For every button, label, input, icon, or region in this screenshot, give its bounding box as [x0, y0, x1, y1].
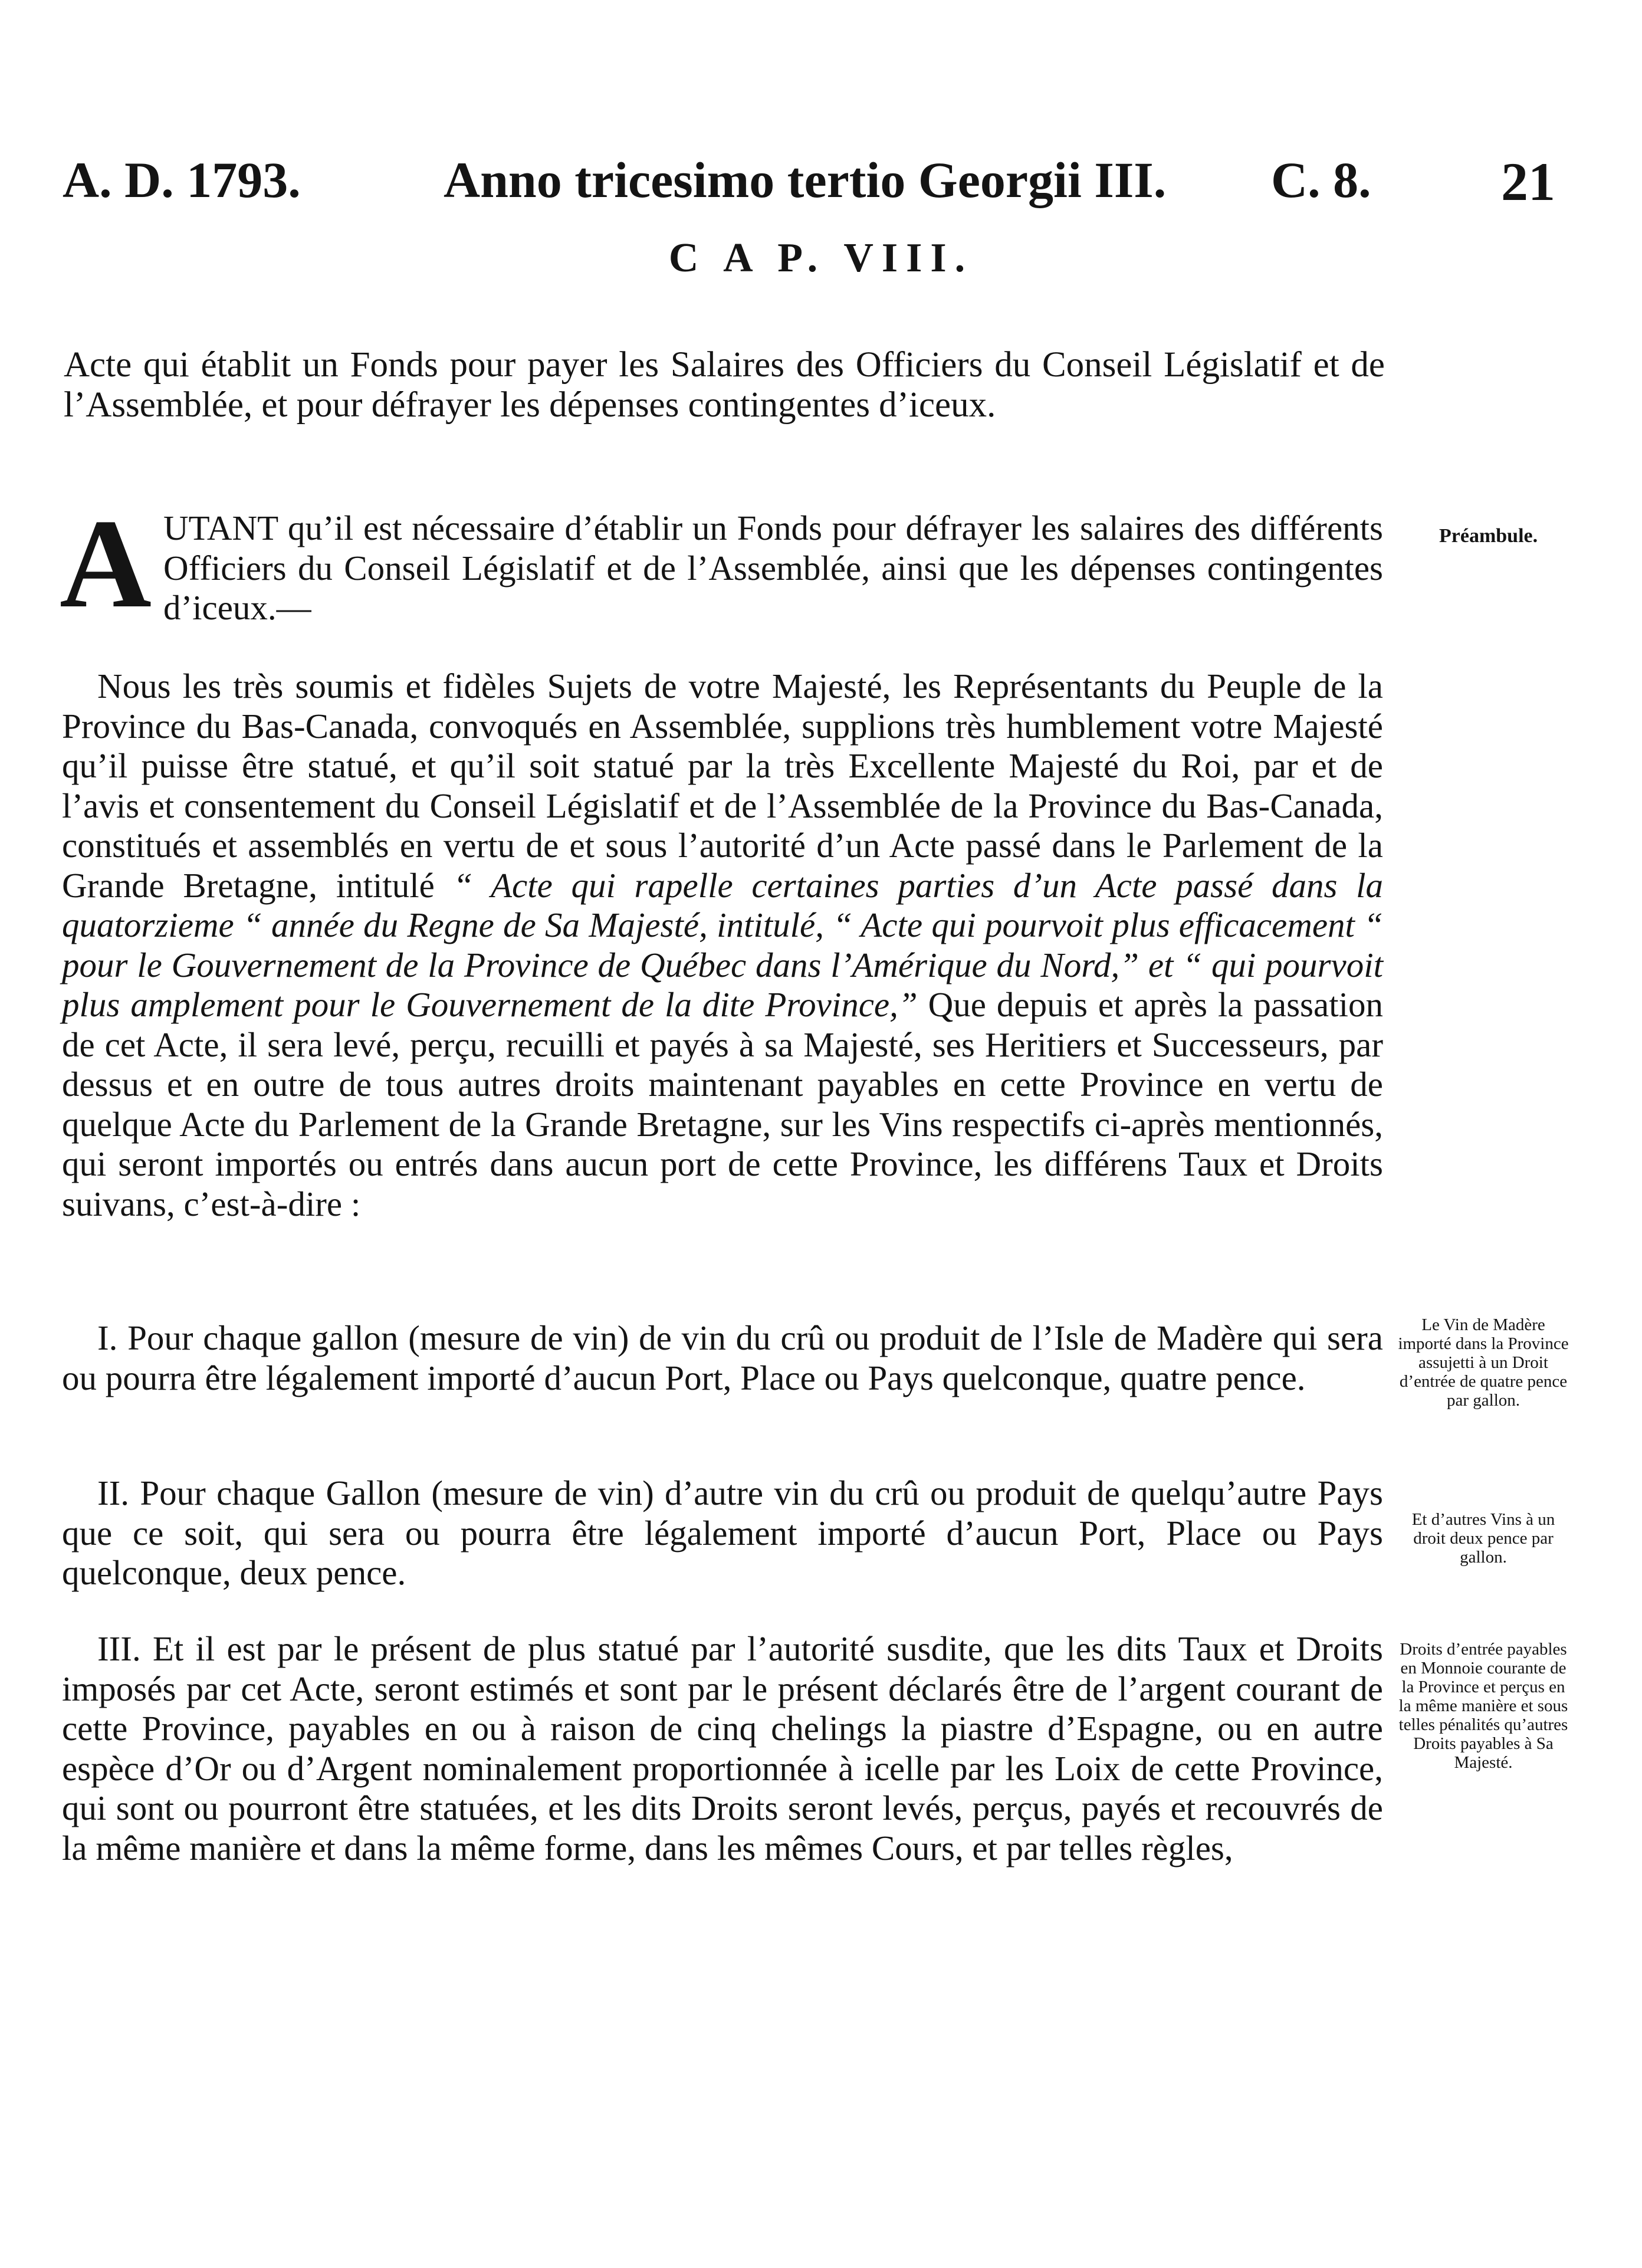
- running-header-title: Anno tricesimo tertio Georgii III.: [444, 152, 1167, 208]
- margin-note-preamble: Préambule.: [1439, 525, 1538, 547]
- section-3: III. Et il est par le présent de plus statué par l’autorité susdite, que les dits Taux et Droits imposés par cet Acte, seront estimés et sont par le présent déclarés être de l’argent courant de cette Province, payables en ou à raison de cinq chelings la piastre d’Espagne, ou en autre espèce d’Or ou d’Argent nominalement proportionnée à icelle par les Loix de cette Province, qui sont ou pourront être statuées, et les dits Droits seront levés, perçus, payés et recouvrés de la même manière et dans la même forme, dans les mêmes Cours, et par telles règles,: [62, 1629, 1383, 1867]
- running-header-chapter: C. 8.: [1271, 152, 1371, 208]
- margin-note-other-wines: Et d’autres Vins à un droit deux pence par gallon.: [1411, 1510, 1555, 1567]
- act-title: Acte qui établit un Fonds pour payer les Salaires des Officiers du Conseil Législatif et de l’Assemblée, et pour défrayer les dépenses contingentes d’iceux.: [64, 345, 1385, 425]
- enacting-text-2: Que depuis et après la passation de cet Acte, il sera levé, perçu, recuilli et payés à sa Majesté, ses Heritiers et Successeurs, par dessus et en outre de tous autres droits maintenant payables en cette Province en vertu de quelque Acte du Parlement de la Grande Bretagne, sur les Vins respectifs ci-après mentionnés, qui seront importés ou entrés dans aucun port de cette Province, les différens Taux et Droits suivans, c’est-à-dire :: [62, 985, 1383, 1223]
- section-2: II. Pour chaque Gallon (mesure de vin) d’autre vin du crû ou produit de quelqu’autre Pays que ce soit, qui sera ou pourra être légalement importé d’aucun Port, Place ou Pays quelconque, deux pence.: [62, 1473, 1383, 1592]
- margin-note-currency: Droits d’entrée payables en Monnoie courante de la Province et perçus en la même manière et sous telles pénalités qu’autres Droits payables à Sa Majesté.: [1398, 1640, 1568, 1772]
- running-header-year: A. D. 1793.: [63, 152, 301, 208]
- section-1: I. Pour chaque gallon (mesure de vin) de vin du crû ou produit de l’Isle de Madère qui sera ou pourra être légalement importé d’aucun Port, Place ou Pays quelconque, quatre pence.: [62, 1318, 1383, 1397]
- chapter-heading: C A P. VIII.: [668, 235, 974, 281]
- preamble-paragraph: [60, 493, 1383, 634]
- enacting-clause: [62, 667, 1383, 1224]
- preamble-text: UTANT qu’il est nécessaire d’établir un Fonds pour défrayer les salaires des différents Officiers du Conseil Législatif et de l’Assemblée, ainsi que les dépenses contingentes d’iceux.—: [163, 508, 1383, 627]
- page-number: 21: [1501, 152, 1555, 212]
- enacting-cited-act: “ Acte qui rapelle certaines parties d’un Acte passé dans la quatorzieme “ année du Regne de Sa Majesté, intitulé, “ Acte qui pourvoit plus efficacement “ pour le Gouvernement de la Province de Québec dans l’Amérique du Nord,” et “ qui pourvoit plus amplement pour le Gouvernement de la dite Province,”: [62, 865, 1383, 1024]
- margin-note-madeira-wine: Le Vin de Madère importé dans la Province assujetti à un Droit d’entrée de quatre pence par gallon.: [1398, 1315, 1569, 1410]
- drop-cap: A: [60, 493, 152, 634]
- enacting-text-1: Nous les très soumis et fidèles Sujets de votre Majesté, les Représentants du Peuple de la Province du Bas-Canada, convoqués en Assemblée, supplions très humblement votre Majesté qu’il puisse être statué, et qu’il soit statué par la très Excellente Majesté du Roi, par et de l’avis et consentement du Conseil Législatif et de l’Assemblée de la Province du Bas-Canada, constitués et assemblés en vertu de et sous l’autorité d’un Acte passé dans le Parlement de la Grande Bretagne, intitulé: [62, 667, 1383, 905]
